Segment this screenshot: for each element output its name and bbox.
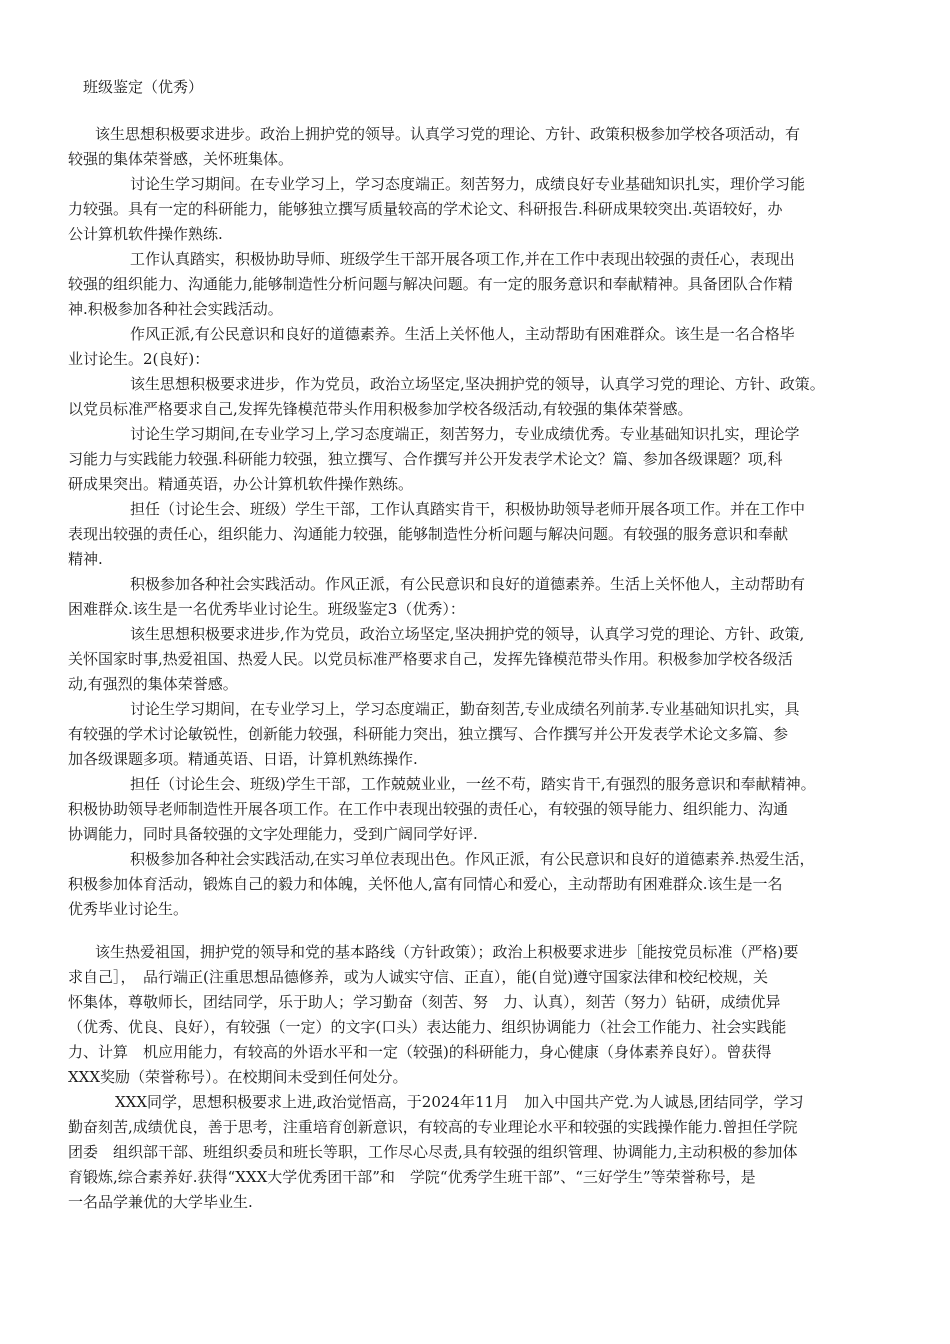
paragraph bbox=[68, 372, 890, 422]
text-line: 讨论生学习期间,在专业学习上,学习态度端正，刻苦努力，专业成绩优秀。专业基础知识扎实，理论学 bbox=[130, 425, 800, 443]
paragraph bbox=[68, 497, 890, 572]
text-line: 担任（讨论生会、班级）学生干部，工作认真踏实肯干，积极协助领导老师开展各项工作。并在工作中 bbox=[130, 500, 806, 518]
text-line: 力、计算 机应用能力，有较高的外语水平和一定（较强)的科研能力，身心健康（身体素养良好）。曾获得 bbox=[68, 1043, 772, 1061]
text-line: 精神. bbox=[68, 550, 103, 568]
text-line: 较强的组织能力、沟通能力,能够制造性分析问题与解决问题。有一定的服务意识和奉献精神。具备团队合作精 bbox=[68, 275, 793, 293]
text-line: 研成果突出。精通英语，办公计算机软件操作熟练。 bbox=[68, 475, 414, 493]
text-line: 求自己］， 品行端正(注重思想品德修养，或为人诚实守信、正直），能(自觉)遵守国家法律和校纪校规，关 bbox=[68, 968, 769, 986]
text-line: 动,有强烈的集体荣誉感。 bbox=[68, 675, 238, 693]
text-line: 工作认真踏实，积极协助导师、班级学生干部开展各项工作,并在工作中表现出较强的责任心，表现出 bbox=[130, 250, 795, 268]
paragraph bbox=[68, 940, 890, 1090]
text-line: XXX同学，思想积极要求上进,政治觉悟高，于2024年11月 加入中国共产党.为人诚恳,团结同学，学习 bbox=[115, 1093, 804, 1111]
text-line: 积极参加各种社会实践活动,在实习单位表现出色。作风正派，有公民意识和良好的道德素养.热爱生活， bbox=[130, 850, 815, 868]
text-line: 力较强。具有一定的科研能力，能够独立撰写质量较高的学术论文、科研报告.科研成果较突出.英语较好，办 bbox=[68, 200, 783, 218]
paragraph bbox=[68, 122, 890, 172]
text-line: 积极参加体育活动，锻炼自己的毅力和体魄，关怀他人,富有同情心和爱心，主动帮助有困难群众.该生是一名 bbox=[68, 875, 783, 893]
text-line: 关怀国家时事,热爱祖国、热爱人民。以党员标准严格要求自己，发挥先锋模范带头作用。积极参加学校各级活 bbox=[68, 650, 793, 668]
text-line: 加各级课题多项。精通英语、日语，计算机熟练操作. bbox=[68, 750, 418, 768]
text-line: 公计算机软件操作熟练. bbox=[68, 225, 223, 243]
text-line: 育锻炼,综合素养好.获得“XXX大学优秀团干部”和 学院“优秀学生班干部”、“三好学生”等荣誉称号，是 bbox=[68, 1168, 756, 1186]
text-line: 怀集体，尊敬师长，团结同学，乐于助人；学习勤奋（刻苦、努 力、认真），刻苦（努力）钻研，成绩优异 bbox=[68, 993, 781, 1011]
text-line: 神.积极参加各种社会实践活动。 bbox=[68, 300, 283, 318]
paragraph bbox=[68, 422, 890, 497]
paragraph bbox=[68, 847, 890, 922]
text-line: 优秀毕业讨论生。 bbox=[68, 900, 189, 918]
paragraph bbox=[68, 1090, 890, 1215]
document-title: 班级鉴定（优秀） bbox=[83, 78, 204, 96]
text-line: 困难群众.该生是一名优秀毕业讨论生。班级鉴定3（优秀）： bbox=[68, 600, 465, 618]
text-line: 该生思想积极要求进步,作为党员，政治立场坚定,坚决拥护党的领导，认真学习党的理论、方针、政策, bbox=[130, 625, 805, 643]
text-line: 业讨论生。2(良好)： bbox=[68, 350, 210, 368]
text-line: 勤奋刻苦,成绩优良，善于思考，注重培育创新意识，有较高的专业理论水平和较强的实践操作能力.曾担任学院 bbox=[68, 1118, 798, 1136]
text-line: 讨论生学习期间。在专业学习上，学习态度端正。刻苦努力，成绩良好专业基础知识扎实，理价学习能 bbox=[130, 175, 806, 193]
text-line: 该生思想积极要求进步。政治上拥护党的领导。认真学习党的理论、方针、政策积极参加学校各项活动，有 bbox=[95, 125, 801, 143]
text-line: 担任（讨论生会、班级)学生干部，工作兢兢业业，一丝不苟，踏实肯干,有强烈的服务意识和奉献精神。 bbox=[130, 775, 816, 793]
text-line: 一名品学兼优的大学毕业生. bbox=[68, 1193, 253, 1211]
paragraph bbox=[68, 172, 890, 247]
paragraph bbox=[68, 572, 890, 622]
text-line: 团委 组织部干部、班组织委员和班长等职，工作尽心尽责,具有较强的组织管理、协调能力,主动积极的参加体 bbox=[68, 1143, 798, 1161]
text-line: 以党员标准严格要求自己,发挥先锋模范带头作用积极参加学校各级活动,有较强的集体荣誉感。 bbox=[68, 400, 693, 418]
paragraph bbox=[68, 247, 890, 322]
text-line: 该生思想积极要求进步，作为党员，政治立场坚定,坚决拥护党的领导，认真学习党的理论、方针、政策。 bbox=[130, 375, 825, 393]
text-line: 协调能力，同时具备较强的文字处理能力，受到广阔同学好评. bbox=[68, 825, 478, 843]
text-line: 作风正派,有公民意识和良好的道德素养。生活上关怀他人，主动帮助有困难群众。该生是一名合格毕 bbox=[130, 325, 795, 343]
text-line: 有较强的学术讨论敏锐性，创新能力较强，科研能力突出，独立撰写、合作撰写并公开发表学术论文多篇、参 bbox=[68, 725, 789, 743]
paragraph bbox=[68, 622, 890, 697]
text-line: 表现出较强的责任心，组织能力、沟通能力较强，能够制造性分析问题与解决问题。有较强的服务意识和奉献 bbox=[68, 525, 789, 543]
text-line: 较强的集体荣誉感，关怀班集体。 bbox=[68, 150, 294, 168]
text-line: 积极参加各种社会实践活动。作风正派，有公民意识和良好的道德素养。生活上关怀他人，主动帮助有 bbox=[130, 575, 806, 593]
paragraph bbox=[68, 697, 890, 772]
paragraph bbox=[68, 322, 890, 372]
text-line: XXX奖励（荣誉称号）。在校期间未受到任何处分。 bbox=[68, 1068, 408, 1086]
text-line: （优秀、优良、良好），有较强（一定）的文字(口头）表达能力、组织协调能力（社会工作能力、社会实践能 bbox=[68, 1018, 787, 1036]
text-line: 该生热爱祖国，拥护党的领导和党的基本路线（方针政策）；政治上积极要求进步［能按党员标准（严格)要 bbox=[95, 943, 799, 961]
text-line: 习能力与实践能力较强.科研能力较强，独立撰写、合作撰写并公开发表学术论文？篇、参加各级课题？项,科 bbox=[68, 450, 783, 468]
text-line: 积极协助领导老师制造性开展各项工作。在工作中表现出较强的责任心，有较强的领导能力、组织能力、沟通 bbox=[68, 800, 789, 818]
paragraph bbox=[68, 772, 890, 847]
text-line: 讨论生学习期间，在专业学习上，学习态度端正，勤奋刻苦,专业成绩名列前茅.专业基础知识扎实，具 bbox=[130, 700, 800, 718]
